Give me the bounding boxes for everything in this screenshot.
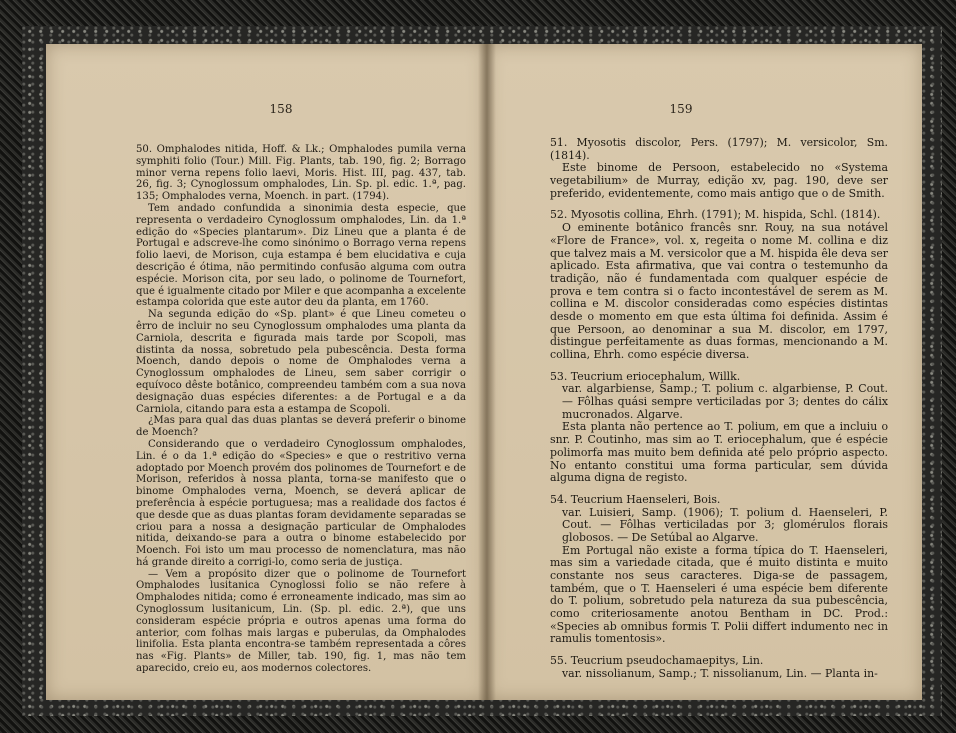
variety-line: var. nissolianum, Samp.; T. nissolianum, Lin. — Planta in- — [562, 666, 878, 680]
paragraph: — Vem a propósito dizer que o polinome de Tournefort Omphalodes lusitanica Cynoglossi folio se não refere à Omphalodes nitida; como é erroneamente indicado, mas sim ao Cynoglossum lusitanicum, Lin. (Sp. pl. edic. 2.ª), que uns consideram espécie própria e outros apenas uma forma do anterior, com folhas mais largas e puberulas, da Omphalodes linifolia. Esta planta encontra-se também representada a côres nas «Fig. Plants» de Miller, tab. 190, fig. 1, mas não tem aparecido, creio eu, aos modernos colectores. — [136, 568, 466, 675]
book-gutter — [478, 44, 496, 700]
paragraph: Considerando que o verdadeiro Cynoglossum omphalodes, Lin. é o da 1.ª edição do «Species» e que o restritivo verna adoptado por Moench provém dos polinomes de Tournefort e de Morison, referidos à nossa planta, torna-se manifesto que o binome Omphalodes verna, Moench, se deverá aplicar de preferência à espécie portuguesa; mas a realidade dos factos é que desde que as duas plantas foram devidamente separadas se criou para a nossa a designação particular de Omphalodes nitida, deixando-se para a outra o binome estabelecido por Moench. Foi isto um mau processo de nomenclatura, mas não há grande direito a corrigi-lo, como seria de justiça. — [136, 438, 466, 568]
paragraph: Em Portugal não existe a forma típica do T. Haenseleri, mas sim a variedade citada, que é muito distinta e muito constante nos seus caracteres. Diga-se de passagem, também, que o T. Haenseleri é uma espécie bem diferente do T. polium, sobretudo pela natureza da sua pubescência, como criteriosamente anotou Bentham in DC. Prod.: «Species ab omnibus formis T. Polii differt indumento nec in ramulis tomentosis». — [550, 543, 888, 646]
left-page — [46, 44, 486, 700]
page-number-left: 158 — [269, 102, 293, 116]
paragraph: ¿Mas para qual das duas plantas se deverá preferir o binome de Moench? — [136, 415, 466, 439]
entry-heading: 51. Myosotis discolor, Pers. (1797); M. versicolor, Sm. (1814). — [550, 136, 888, 162]
paragraph: O eminente botânico francês snr. Rouy, na sua notável «Flore de France», vol. x, regeita o nome M. collina e diz que talvez mais a M. versicolor que a M. hispida êle deva ser aplicado. Esta afirmativa, que vai contra o testemunho da tradição, não é fundamentada com qualquer espécie de prova e tem contra si o facto incontestável de serem as M. collina e M. discolor consideradas como espécies distintas desde o momento em que esta última foi definida. Assim é que Persoon, ao denominar a sua M. discolor, em 1797, distingue perfeitamente as duas formas, mencionando a M. collina, Ehrh. como espécie diversa. — [550, 221, 888, 361]
paragraph: Tem andado confundida a sinonimia desta especie, que representa o verdadeiro Cynoglossum omphalodes, Lin. da 1.ª edição do «Species plantarum». Diz Lineu que a planta é de Portugal e adscreve-lhe como sinónimo o Borrago verna repens folio laevi, de Morison, cuja estampa é bem elucidativa e cuja descrição é ótima, não permitindo confusão alguma com outra espécie. Morison cita, por seu lado, o polinome de Tournefort, que é igualmente citado por Miler e que acompanha a excelente estampa colorida que este autor deu da planta, em 1760. — [136, 202, 466, 309]
paragraph: Este binome de Persoon, estabelecido no «Systema vegetabilium» de Murray, edição xv, pag. 190, deve ser preferido, evidentemente, como mais antigo que o de Smith. — [550, 161, 888, 200]
entry-heading: 55. Teucrium pseudochamaepitys, Lin. — [550, 654, 764, 668]
right-page — [486, 44, 922, 700]
page-number-right: 159 — [669, 102, 693, 116]
paragraph: Esta planta não pertence ao T. polium, em que a incluiu o snr. P. Coutinho, mas sim ao T. eriocephalum, que é espécie polimorfa mas muito bem definida até pelo próprio aspecto. No entanto constitui uma forma particular, sem dúvida alguma digna de registo. — [550, 420, 888, 485]
variety-line: var. Luisieri, Samp. (1906); T. polium d. Haenseleri, P. Cout. — Fôlhas verticiladas por 3; glomérulos florais globosos. — De Setúbal ao Algarve. — [562, 505, 888, 544]
entry-heading: 54. Teucrium Haenseleri, Bois. — [550, 492, 721, 506]
right-page-text — [550, 137, 888, 681]
paragraph: Na segunda edição do «Sp. plant» é que Lineu cometeu o êrro de incluir no seu Cynoglossum omphalodes uma planta da Carniola, descrita e figurada mais tarde por Scopoli, mas distinta da nossa, sobretudo pela pubescência. Desta forma Moench, dando depois o nome de Omphalodes verna a Cynoglossum omphalodes de Lineu, sem saber corrigir o equívoco dêste botânico, compreendeu também com a sua nova designação duas espécies diferentes: a de Portugal e a da Carniola, citando para esta a estampa de Scopoli. — [136, 309, 466, 415]
paragraph: 50. Omphalodes nitida, Hoff. & Lk.; Omphalodes pumila verna symphiti folio (Tour.) Mill. Fig. Plants, tab. 190, fig. 2; Borrago minor verna repens folio laevi, Moris. Hist. III, pag. 437, tab. 26, fig. 3; Cynoglossum omphalodes, Lin. Sp. pl. edic. 1.ª, pag. 135; Omphalodes verna, Moench. in part. (1794). — [136, 144, 466, 203]
variety-line: var. algarbiense, Samp.; T. polium c. algarbiense, P. Cout. — Fôlhas quási sempre verticiladas por 3; dentes do cálix mucronados. Algarve. — [562, 382, 888, 421]
entry-heading: 53. Teucrium eriocephalum, Willk. — [550, 369, 741, 383]
left-page-text — [136, 135, 466, 675]
entry-heading: 52. Myosotis collina, Ehrh. (1791); M. hispida, Schl. (1814). — [550, 208, 881, 222]
